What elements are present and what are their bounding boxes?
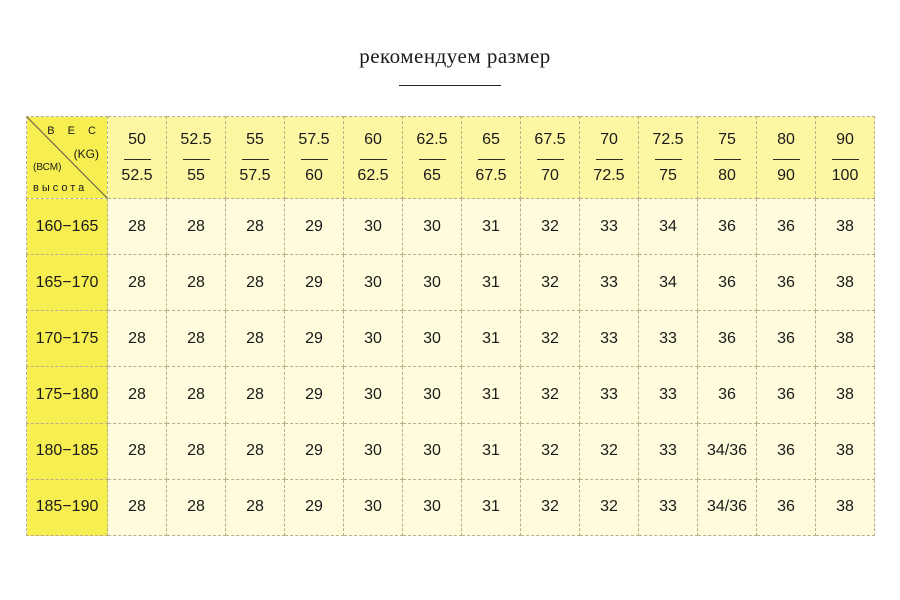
weight-from: 70 [600,130,618,148]
size-cell: 33 [639,311,698,367]
size-cell: 30 [344,311,403,367]
weight-from: 62.5 [416,130,448,148]
size-cell: 38 [816,199,875,255]
weight-unit: (KG) [73,147,99,161]
size-cell: 28 [108,255,167,311]
size-cell: 34/36 [698,479,757,535]
range-separator: —— [655,149,681,166]
size-cell: 33 [639,423,698,479]
range-separator: —— [419,149,445,166]
weight-to: 70 [541,166,559,184]
table-row [27,311,875,367]
table-row [27,479,875,535]
size-cell: 38 [816,479,875,535]
size-cell: 28 [108,479,167,535]
weight-to: 100 [831,166,859,184]
size-cell: 36 [698,367,757,423]
range-separator: —— [714,149,740,166]
size-cell: 36 [757,367,816,423]
weight-to: 72.5 [593,166,625,184]
table-row [27,199,875,255]
size-cell: 30 [403,311,462,367]
weight-header-row [27,117,875,199]
weight-range-header [521,117,580,199]
height-label: высота [33,182,88,194]
weight-to: 55 [187,166,205,184]
weight-range-header [816,117,875,199]
size-cell: 32 [521,255,580,311]
size-cell: 38 [816,423,875,479]
weight-to: 52.5 [121,166,153,184]
weight-from: 50 [128,130,146,148]
weight-range-header [639,117,698,199]
size-cell: 36 [698,255,757,311]
size-cell: 30 [403,199,462,255]
size-cell: 36 [757,199,816,255]
size-cell: 30 [403,367,462,423]
size-table-body [27,199,875,536]
range-separator: —— [124,149,150,166]
size-cell: 30 [344,479,403,535]
size-cell: 30 [344,199,403,255]
range-separator: —— [478,149,504,166]
size-cell: 32 [580,423,639,479]
size-cell: 30 [403,423,462,479]
height-range-header: 175−180 [27,367,108,423]
weight-from: 72.5 [652,130,684,148]
size-cell: 30 [344,367,403,423]
size-cell: 33 [639,367,698,423]
size-cell: 31 [462,199,521,255]
size-cell: 31 [462,311,521,367]
weight-range-header [108,117,167,199]
weight-from: 60 [364,130,382,148]
size-cell: 28 [167,199,226,255]
size-cell: 28 [167,479,226,535]
size-cell: 38 [816,367,875,423]
weight-range-header [580,117,639,199]
height-range-header: 160−165 [27,199,108,255]
size-cell: 33 [580,311,639,367]
size-cell: 28 [226,199,285,255]
size-cell: 30 [344,255,403,311]
range-separator: —— [832,149,858,166]
size-cell: 29 [285,367,344,423]
size-cell: 32 [521,479,580,535]
table-row [27,367,875,423]
size-cell: 34 [639,199,698,255]
size-cell: 28 [167,311,226,367]
title-underline [399,85,501,86]
weight-to: 60 [305,166,323,184]
size-cell: 31 [462,423,521,479]
size-chart-table [26,116,875,536]
size-cell: 34/36 [698,423,757,479]
weight-from: 55 [246,130,264,148]
size-cell: 28 [108,423,167,479]
weight-from: 65 [482,130,500,148]
size-cell: 34 [639,255,698,311]
size-cell: 28 [226,255,285,311]
size-cell: 28 [108,367,167,423]
size-cell: 31 [462,479,521,535]
size-cell: 36 [698,311,757,367]
size-cell: 36 [757,479,816,535]
size-cell: 32 [521,311,580,367]
height-range-header: 185−190 [27,479,108,535]
weight-range-header [462,117,521,199]
range-separator: —— [596,149,622,166]
size-cell: 29 [285,255,344,311]
weight-to: 75 [659,166,677,184]
size-cell: 30 [403,479,462,535]
height-range-header: 180−185 [27,423,108,479]
size-cell: 38 [816,255,875,311]
size-cell: 36 [757,311,816,367]
size-cell: 28 [226,479,285,535]
size-cell: 28 [226,311,285,367]
size-cell: 38 [816,311,875,367]
height-range-header: 170−175 [27,311,108,367]
weight-from: 67.5 [534,130,566,148]
size-cell: 28 [167,255,226,311]
page-title: рекомендуем размер [359,44,551,68]
size-cell: 32 [521,367,580,423]
size-cell: 31 [462,367,521,423]
size-cell: 29 [285,423,344,479]
size-cell: 28 [226,423,285,479]
size-cell: 31 [462,255,521,311]
weight-range-header [698,117,757,199]
weight-to: 62.5 [357,166,389,184]
size-cell: 28 [167,423,226,479]
weight-range-header [344,117,403,199]
weight-range-header [226,117,285,199]
size-cell: 28 [108,311,167,367]
weight-from: 80 [777,130,795,148]
size-cell: 28 [108,199,167,255]
weight-from: 52.5 [180,130,212,148]
weight-range-header [167,117,226,199]
size-cell: 33 [580,199,639,255]
size-cell: 36 [698,199,757,255]
size-cell: 28 [226,367,285,423]
range-separator: —— [242,149,268,166]
table-row [27,423,875,479]
size-cell: 29 [285,199,344,255]
height-range-header: 165−170 [27,255,108,311]
range-separator: —— [360,149,386,166]
size-cell: 29 [285,479,344,535]
weight-from: 57.5 [298,130,330,148]
range-separator: —— [301,149,327,166]
size-cell: 30 [344,423,403,479]
size-cell: 33 [580,367,639,423]
weight-to: 80 [718,166,736,184]
size-cell: 33 [580,255,639,311]
weight-label: В Е С [47,125,101,137]
table-row [27,255,875,311]
range-separator: —— [183,149,209,166]
range-separator: —— [537,149,563,166]
weight-range-header [757,117,816,199]
weight-from: 75 [718,130,736,148]
size-cell: 30 [403,255,462,311]
size-cell: 33 [639,479,698,535]
weight-range-header [285,117,344,199]
size-cell: 29 [285,311,344,367]
size-cell: 32 [521,423,580,479]
weight-from: 90 [836,130,854,148]
weight-to: 67.5 [475,166,507,184]
height-unit: (ВСМ) [33,162,62,173]
weight-to: 57.5 [239,166,271,184]
size-cell: 36 [757,423,816,479]
size-cell: 28 [167,367,226,423]
weight-to: 65 [423,166,441,184]
range-separator: —— [773,149,799,166]
weight-to: 90 [777,166,795,184]
weight-range-header [403,117,462,199]
size-cell: 32 [580,479,639,535]
size-cell: 36 [757,255,816,311]
size-cell: 32 [521,199,580,255]
corner-header-cell [27,117,108,199]
